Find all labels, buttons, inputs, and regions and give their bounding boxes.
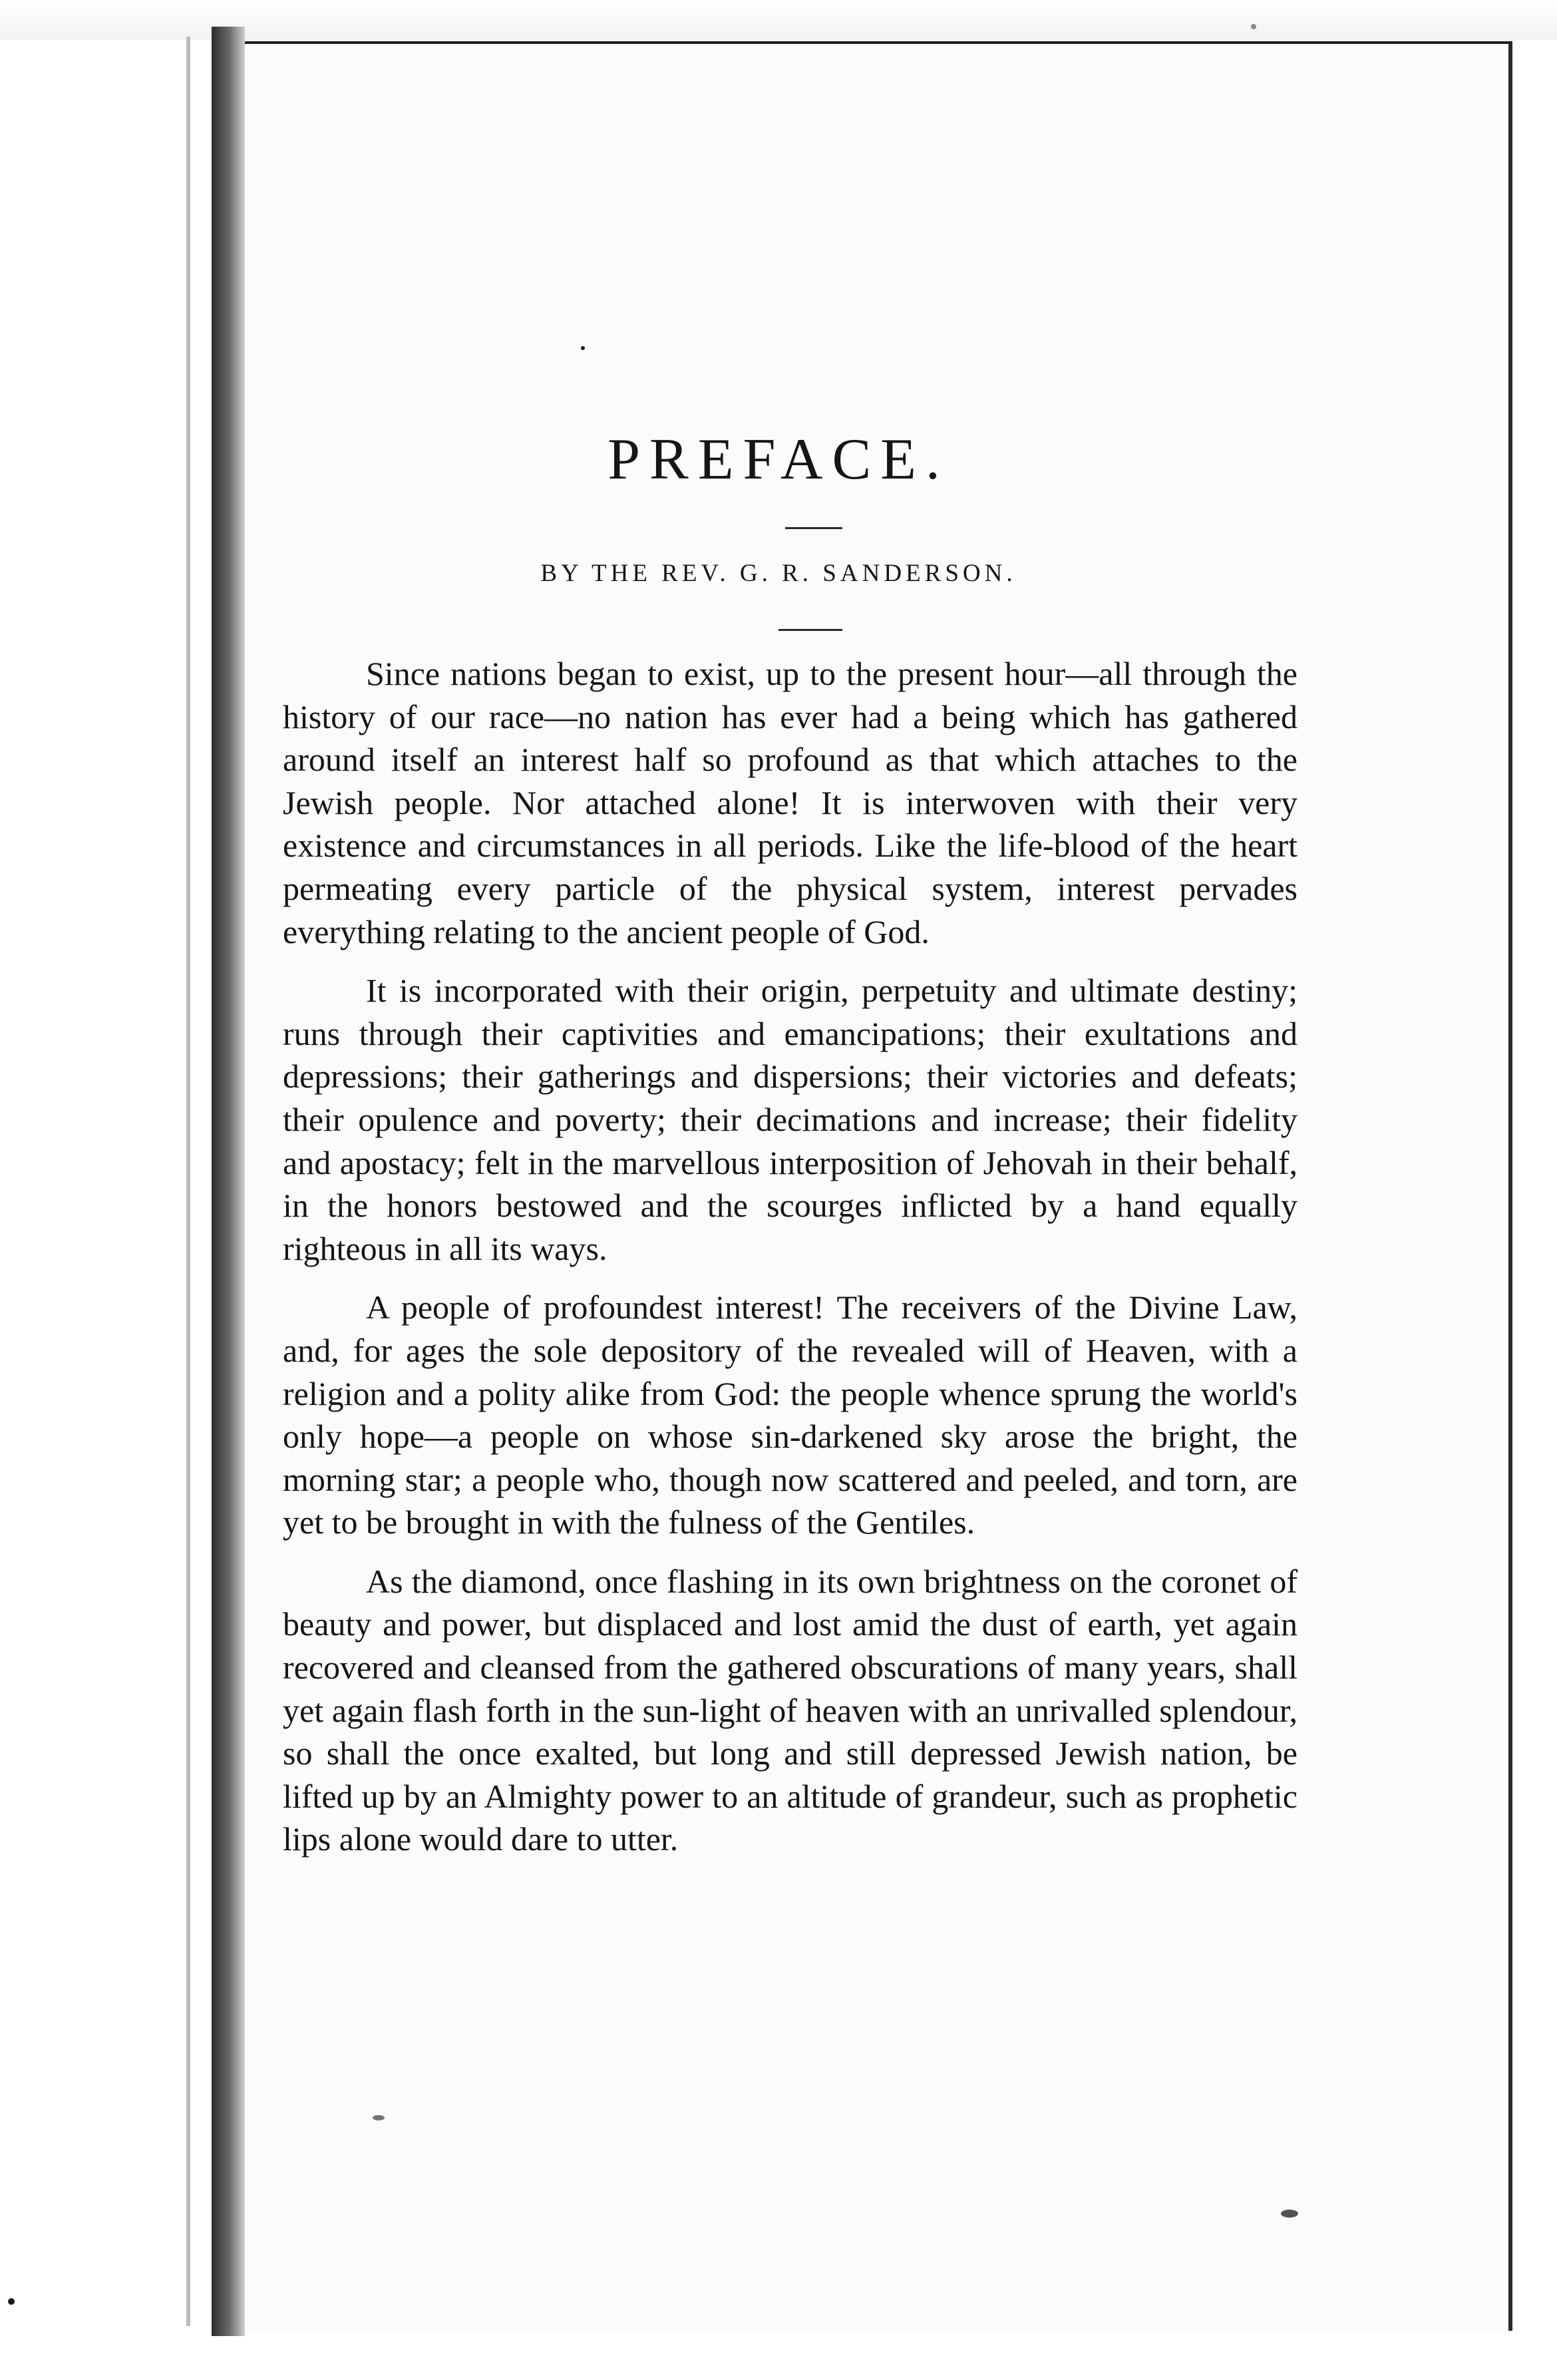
ink-speck [581, 346, 585, 350]
page-title: PREFACE. [607, 427, 950, 492]
paragraph-2: It is incorporated with their origin, perpetuity and ultimate destiny; runs through their captivities and emancipations; their exultations and depressions; their gatherings and dispersions; their victories and defeats; their opulence and poverty; their decimations and increase; their fidelity and apostacy; felt in the marvellous interposition of Jehovah in their behalf, in the honors bestowed and the scourges inflicted by a hand equally righteous in all its ways. [283, 972, 1298, 1267]
ink-speck [1251, 24, 1256, 29]
title-rule [785, 527, 842, 529]
paragraph-4: As the diamond, once flashing in its own brightness on the coronet of beauty and power, but displaced and lost amid the dust of earth, yet again recovered and cleansed from the gathered obscurations of many years, shall yet again flash forth in the sun-light of heaven with an unrivalled splendour, so shall the once exalted, but long and still depressed Jewish nation, be lifted up by an Almighty power to an altitude of grandeur, such as prophetic lips alone would dare to utter. [283, 1562, 1298, 1858]
book-spine-shadow [212, 27, 245, 2336]
binding-edge-line [186, 37, 190, 2326]
ink-speck [8, 2298, 15, 2305]
paragraph-1: Since nations began to exist, up to the present hour—all through the history of our race—no nation has ever had a being which has gathered around itself an interest half so profound as that which attaches to the Jewish people. Nor attached alone! It is interwoven with their very existence and circumstances in all periods. Like the life-blood of the heart permeating every particle of the physical system, interest pervades everything relating to the ancient people of God. [283, 655, 1298, 950]
byline-rule [778, 629, 842, 631]
ink-speck [373, 2115, 385, 2120]
byline: BY THE REV. G. R. SANDERSON. [540, 560, 1017, 587]
preface-body [283, 652, 1298, 1861]
paragraph-3: A people of profoundest interest! The receivers of the Divine Law, and, for ages the sole depository of the revealed will of Heaven, with a religion and a polity alike from God: the people whence sprung the world's only hope—a people on whose sin-darkened sky arose the bright, the morning star; a people who, though now scattered and peeled, and torn, are yet to be brought in with the fulness of the Gentiles. [283, 1289, 1298, 1541]
ink-speck [1281, 2210, 1298, 2218]
